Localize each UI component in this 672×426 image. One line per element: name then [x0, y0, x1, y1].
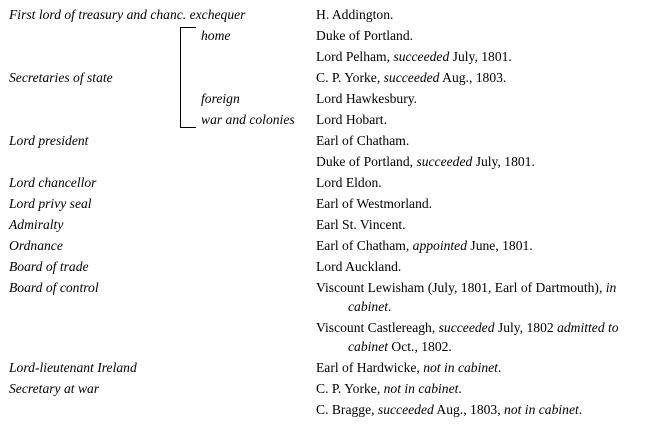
holder-lewisham-cont: cabinet.: [348, 299, 392, 314]
secretaries-bracket: [180, 27, 196, 128]
holder-addington: H. Addington.: [316, 7, 394, 22]
office-president: Lord president: [9, 133, 89, 148]
holder-chatham-ordnance: Earl of Chatham, appointed June, 1801.: [316, 238, 533, 253]
office-privy-seal: Lord privy seal: [9, 196, 92, 211]
holder-yorke-war: C. P. Yorke, not in cabinet.: [316, 381, 462, 396]
holder-yorke: C. P. Yorke, succeeded Aug., 1803.: [316, 70, 507, 85]
holder-portland: Duke of Portland.: [316, 28, 414, 43]
holder-hobart: Lord Hobart.: [316, 112, 387, 127]
office-admiralty: Admiralty: [9, 217, 64, 232]
holder-westmorland: Earl of Westmorland.: [316, 196, 433, 211]
office-home: home: [201, 28, 231, 43]
holder-st-vincent: Earl St. Vincent.: [316, 217, 406, 232]
holder-pelham: Lord Pelham, succeeded July, 1801.: [316, 49, 512, 64]
office-war: Secretary at war: [9, 381, 100, 396]
holder-portland-president: Duke of Portland, succeeded July, 1801.: [316, 154, 535, 169]
holder-hawkesbury: Lord Hawkesbury.: [316, 91, 418, 106]
office-first-lord: First lord of treasury and chanc. exchequer: [9, 7, 246, 22]
office-control: Board of control: [9, 280, 99, 295]
holder-bragge: C. Bragge, succeeded Aug., 1803, not in cabinet.: [316, 402, 583, 417]
holder-chatham: Earl of Chatham.: [316, 133, 410, 148]
office-ireland: Lord-lieutenant Ireland: [9, 360, 137, 375]
holder-auckland: Lord Auckland.: [316, 259, 402, 274]
office-ordnance: Ordnance: [9, 238, 63, 253]
office-war-colonies: war and colonies: [201, 112, 295, 127]
office-foreign: foreign: [201, 91, 240, 106]
office-secretaries: Secretaries of state: [9, 70, 113, 85]
office-trade: Board of trade: [9, 259, 89, 274]
holder-eldon: Lord Eldon.: [316, 175, 382, 190]
holder-lewisham: Viscount Lewisham (July, 1801, Earl of Dartmouth), in: [316, 280, 617, 295]
holder-castlereagh: Viscount Castlereagh, succeeded July, 1802 admitted to: [316, 320, 619, 335]
holder-hardwicke: Earl of Hardwicke, not in cabinet.: [316, 360, 502, 375]
office-chancellor: Lord chancellor: [9, 175, 97, 190]
holder-castlereagh-cont: cabinet Oct., 1802.: [348, 339, 452, 354]
